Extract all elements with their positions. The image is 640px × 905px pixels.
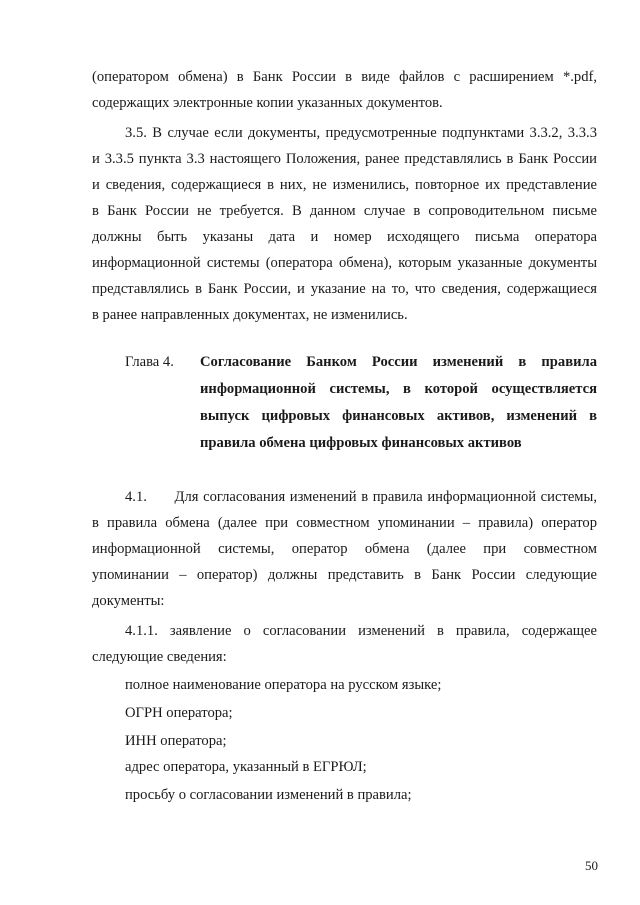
intro-line-1: (оператором обмена) в Банк России в виде файлов с расширением *.pdf, [92, 69, 597, 85]
list-item: адрес оператора, указанный в ЕГРЮЛ; [125, 759, 367, 775]
chapter-title-line-1: Согласование Банком России изменений в правила [200, 354, 597, 370]
para-4-1-line-3: информационной системы, оператор обмена (далее при совместном [92, 541, 597, 557]
para-3-5-line-1: 3.5. В случае если документы, предусмотренные подпунктами 3.3.2, 3.3.3 [125, 125, 597, 141]
para-3-5-line-7: представлялись в Банк России, и указание на то, что сведения, содержащиеся [92, 281, 597, 297]
para-3-5-line-8: в ранее направленных документах, не изменились. [92, 307, 408, 323]
chapter-title-line-2: информационной системы, в которой осуществляется [200, 381, 597, 397]
list-item: ИНН оператора; [125, 733, 227, 749]
para-3-5-line-4: в Банк России не требуется. В данном случае в сопроводительном письме [92, 203, 597, 219]
para-3-5-line-5: должны быть указаны дата и номер исходящего письма оператора [92, 229, 597, 245]
para-4-1-1-line-1: 4.1.1. заявление о согласовании изменений в правила, содержащее [125, 623, 597, 639]
chapter-label: Глава 4. [125, 354, 174, 370]
para-4-1-line-1: 4.1. Для согласования изменений в правила информационной системы, [125, 489, 597, 505]
para-4-1-line-2: в правила обмена (далее при совместном упоминании – правила) оператор [92, 515, 597, 531]
list-item: просьбу о согласовании изменений в правила; [125, 787, 412, 803]
para-3-5-line-6: информационной системы (оператора обмена), которым указанные документы [92, 255, 597, 271]
para-3-5-line-3: и сведения, содержащиеся в них, не изменились, повторное их представление [92, 177, 597, 193]
chapter-title-line-4: правила обмена цифровых финансовых активов [200, 435, 522, 451]
intro-line-2: содержащих электронные копии указанных документов. [92, 95, 443, 111]
list-item: полное наименование оператора на русском языке; [125, 677, 442, 693]
list-item: ОГРН оператора; [125, 705, 233, 721]
para-3-5-line-2: и 3.3.5 пункта 3.3 настоящего Положения, ранее представлялись в Банк России [92, 151, 597, 167]
page-number: 50 [585, 858, 598, 873]
para-4-1-1-line-2: следующие сведения: [92, 649, 227, 665]
para-4-1-line-4: упоминании – оператор) должны представить в Банк России следующие [92, 567, 597, 583]
chapter-title-line-3: выпуск цифровых финансовых активов, изменений в [200, 408, 597, 424]
para-4-1-line-5: документы: [92, 593, 165, 609]
